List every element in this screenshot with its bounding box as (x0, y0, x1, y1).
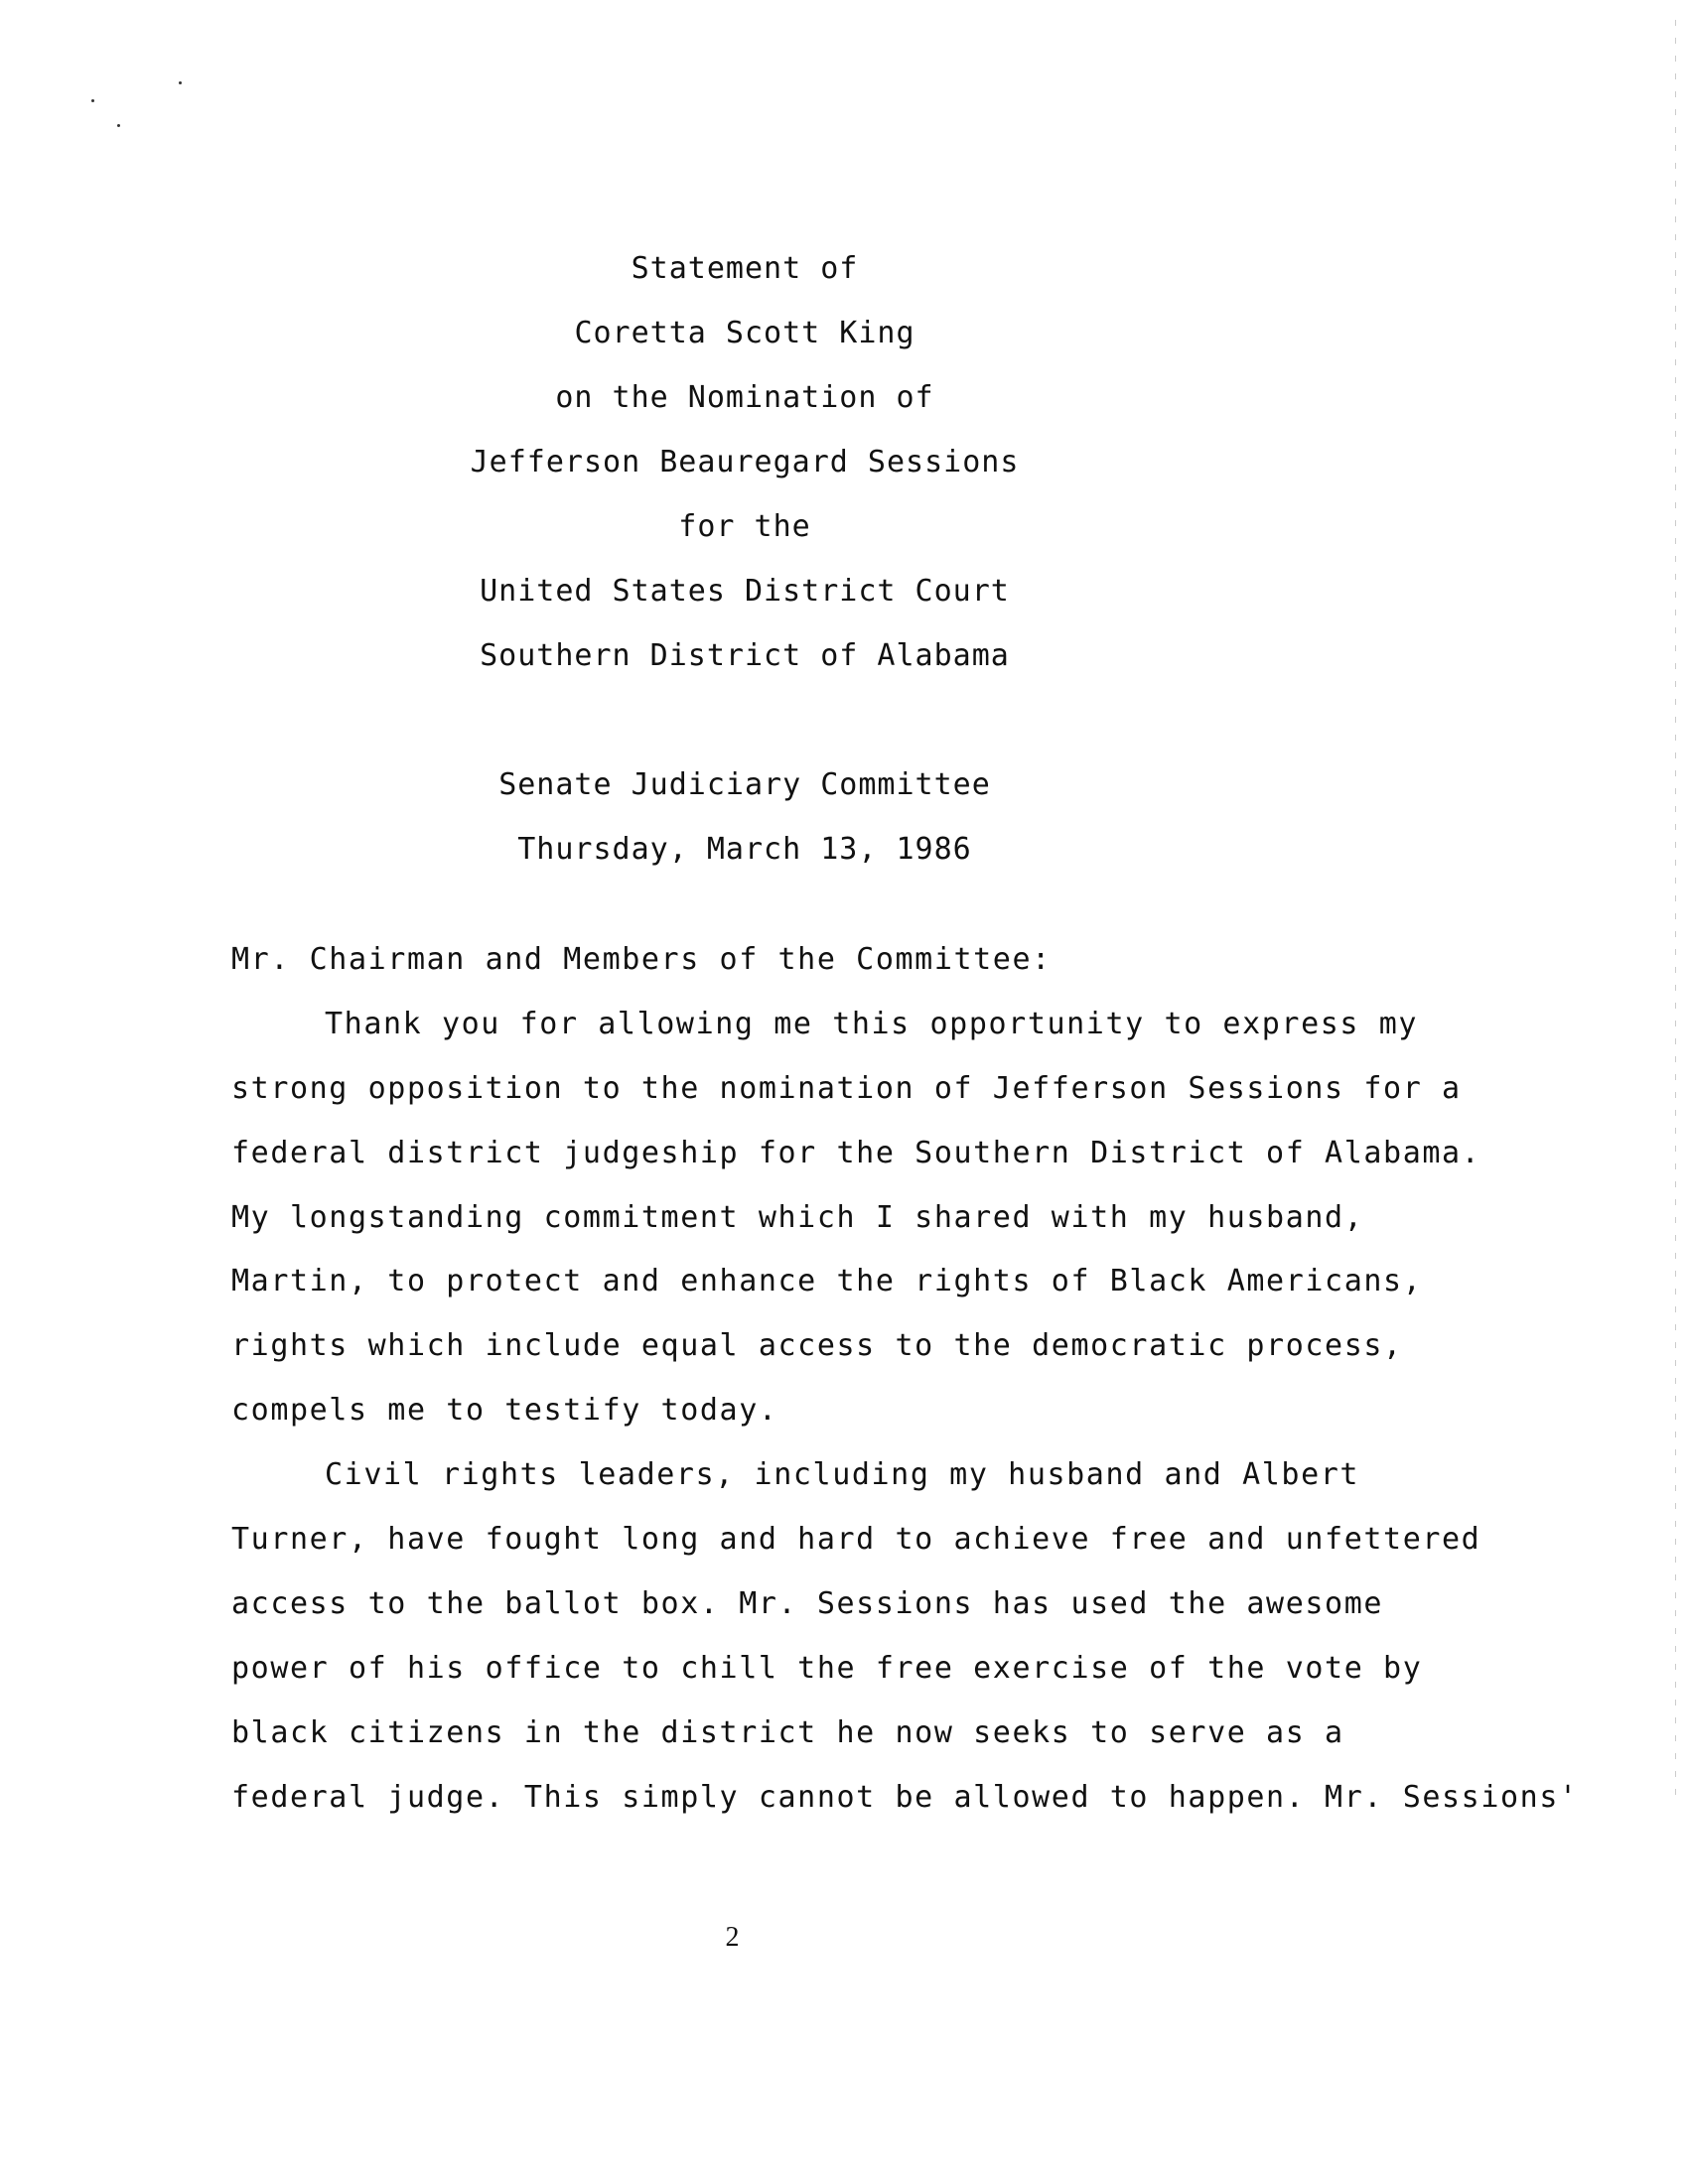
paragraph-2-line: Civil rights leaders, including my husband and Albert (325, 1457, 1360, 1492)
paragraph-2-line: Turner, have fought long and hard to achieve free and unfettered (231, 1522, 1481, 1557)
paragraph-1-line: rights which include equal access to the democratic process, (231, 1328, 1403, 1363)
page-number: 2 (725, 1922, 740, 1953)
title-line-nominee: Jefferson Beauregard Sessions (470, 445, 1020, 479)
scan-speck (117, 124, 120, 127)
paragraph-1-line: Martin, to protect and enhance the rights of Black Americans, (231, 1264, 1423, 1298)
paragraph-2-line: access to the ballot box. Mr. Sessions has used the awesome (231, 1586, 1384, 1621)
scan-speck (91, 99, 94, 102)
scan-edge-artifact (1675, 20, 1676, 1807)
paragraph-1-line: My longstanding commitment which I shared with my husband, (231, 1200, 1364, 1235)
title-line-statement: Statement of (631, 251, 859, 286)
title-line-author: Coretta Scott King (574, 316, 915, 350)
title-line-district: Southern District of Alabama (480, 638, 1010, 673)
hearing-committee: Senate Judiciary Committee (498, 767, 991, 802)
title-line-nomination: on the Nomination of (555, 380, 934, 415)
hearing-date: Thursday, March 13, 1986 (517, 832, 972, 867)
paragraph-2-line: power of his office to chill the free exercise of the vote by (231, 1651, 1423, 1686)
paragraph-1-line: compels me to testify today. (231, 1393, 778, 1428)
scan-speck (179, 81, 182, 84)
paragraph-1-line: strong opposition to the nomination of Jefferson Sessions for a (231, 1071, 1462, 1106)
paragraph-2-line: black citizens in the district he now seeks to serve as a (231, 1715, 1344, 1750)
paragraph-1-line: Thank you for allowing me this opportunity to express my (325, 1007, 1419, 1041)
paragraph-1-line: federal district judgeship for the Southern District of Alabama. (231, 1136, 1481, 1170)
title-line-court: United States District Court (480, 574, 1010, 609)
salutation: Mr. Chairman and Members of the Committee: (231, 942, 1052, 977)
paragraph-2-line: federal judge. This simply cannot be allowed to happen. Mr. Sessions' (231, 1780, 1579, 1815)
title-line-for-the: for the (678, 509, 811, 544)
